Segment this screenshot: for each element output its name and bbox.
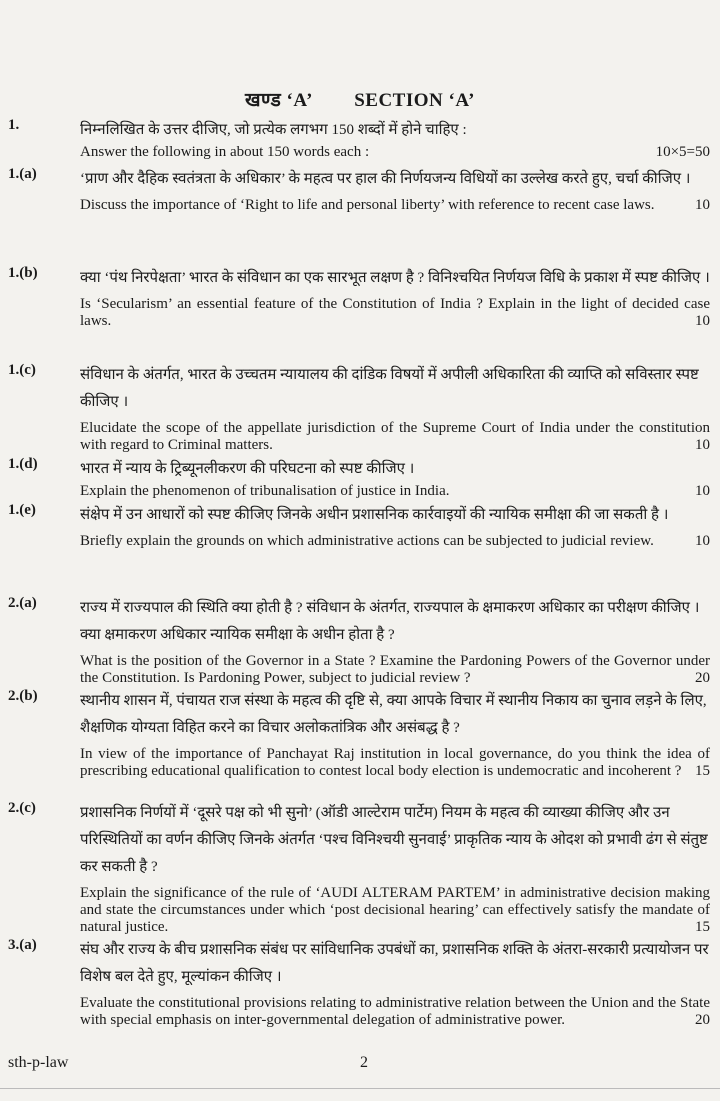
question-marks: 15 <box>695 919 710 935</box>
section-heading-english: SECTION ‘A’ <box>354 90 475 111</box>
question-marks: 10 <box>695 197 710 213</box>
question-marks: 10×5=50 <box>655 144 710 160</box>
question-marks: 10 <box>695 483 710 499</box>
question-number: 1.(e) <box>8 502 36 518</box>
question-text-hindi: संविधान के अंतर्गत, भारत के उच्चतम न्यायालय की दांडिक विषयों में अपीली अधिकारिता की व्याप्ति को सविस्तार स्पष्ट कीजिए । <box>80 367 699 410</box>
question-text-hindi: भारत में न्याय के ट्रिब्यूनलीकरण की परिघटना को स्पष्ट कीजिए । <box>80 461 415 477</box>
question-text-english: Discuss the importance of ‘Right to life and personal liberty’ with reference to recent case laws. <box>80 197 655 213</box>
question-number: 2.(b) <box>8 688 38 704</box>
question-text-english: Elucidate the scope of the appellate jurisdiction of the Supreme Court of India under the constitution with regard to Criminal matters. <box>80 420 710 453</box>
question-number: 1.(a) <box>8 166 37 182</box>
question-marks: 10 <box>695 533 710 549</box>
question-text-english: Explain the phenomenon of tribunalisation of justice in India. <box>80 483 450 499</box>
question-text-hindi: क्या ‘पंथ निरपेक्षता’ भारत के संविधान का एक सारभूत लक्षण है ? विनिश्चयित निर्णयज विधि के प्रकाश में स्पष्ट कीजिए । <box>80 270 710 286</box>
page-number: 2 <box>360 1054 368 1071</box>
question-marks: 20 <box>695 670 710 686</box>
question-number: 3.(a) <box>8 937 37 953</box>
question-text-english: In view of the importance of Panchayat Raj institution in local governance, do you think the idea of prescribing educational qualification to contest local body election is undemocratic and incoherent ? <box>80 746 710 779</box>
question-text-english: Briefly explain the grounds on which administrative actions can be subjected to judicial review. <box>80 533 654 549</box>
question-marks: 10 <box>695 437 710 453</box>
question-text-english: Explain the significance of the rule of ‘AUDI ALTERAM PARTEM’ in administrative decision making and state the circumstances under which ‘post decisional hearing’ can effectively satisfy the mandate of natural justice. <box>80 885 710 935</box>
question-text-hindi: स्थानीय शासन में, पंचायत राज संस्था के महत्व की दृष्टि से, क्या आपके विचार में स्थानीय निकाय का चुनाव लड़ने के लिए, शैक्षणिक योग्यता विहित करने का विचार अलोकतांत्रिक और असंबद्ध है ? <box>80 693 707 736</box>
question-number: 2.(c) <box>8 800 36 816</box>
question-number: 1.(b) <box>8 265 38 281</box>
section-heading <box>0 86 720 112</box>
paper-code: sth-p-law <box>8 1054 69 1071</box>
question-marks: 10 <box>695 313 710 329</box>
question-marks: 15 <box>695 763 710 779</box>
question-text-hindi: ‘प्राण और दैहिक स्वतंत्रता के अधिकार’ के महत्व पर हाल की निर्णयजन्य विधियों का उल्लेख करते हुए, चर्चा कीजिए । <box>80 171 691 187</box>
bottom-rule <box>0 1088 720 1089</box>
question-number: 1. <box>8 117 20 133</box>
question-marks: 20 <box>695 1012 710 1028</box>
question-text-hindi: प्रशासनिक निर्णयों में ‘दूसरे पक्ष को भी सुनो’ (ऑडी आल्टेराम पार्टेम) नियम के महत्व की व्याख्या कीजिए और उन परिस्थितियों का वर्णन कीजिए जिनके अंतर्गत ‘पश्च विनिश्चयी सुनवाई’ प्राकृतिक न्याय के ओदश को प्रभावी ढंग से संतुष्ट कर सकती है ? <box>80 805 708 875</box>
question-number: 1.(d) <box>8 456 38 472</box>
question-number: 1.(c) <box>8 362 36 378</box>
question-number: 2.(a) <box>8 595 37 611</box>
question-text-english: Evaluate the constitutional provisions relating to administrative relation between the Union and the State with special emphasis on inter-governmental delegation of administrative power. <box>80 995 710 1028</box>
question-text-hindi: संघ और राज्य के बीच प्रशासनिक संबंध पर सांविधानिक उपबंधों का, प्रशासनिक शक्ति के अंतरा-सरकारी प्रत्यायोजन पर विशेष बल देते हुए, मूल्यांकन कीजिए । <box>80 942 709 985</box>
question-text-hindi: राज्य में राज्यपाल की स्थिति क्या होती है ? संविधान के अंतर्गत, राज्यपाल के क्षमाकरण अधिकार का परीक्षण कीजिए । क्या क्षमाकरण अधिकार न्यायिक समीक्षा के अधीन होता है ? <box>80 600 700 643</box>
question-text-english: Answer the following in about 150 words each : <box>80 144 370 160</box>
question-text-english: What is the position of the Governor in a State ? Examine the Pardoning Powers of the Governor under the Constitution. Is Pardoning Power, subject to judicial review ? <box>80 653 710 686</box>
question-text-hindi: संक्षेप में उन आधारों को स्पष्ट कीजिए जिनके अधीन प्रशासनिक कार्रवाइयों की न्यायिक समीक्षा की जा सकती है । <box>80 507 669 523</box>
question-text-english: Is ‘Secularism’ an essential feature of the Constitution of India ? Explain in the light of decided case laws. <box>80 296 710 329</box>
section-heading-hindi: खण्ड ‘A’ <box>245 90 313 111</box>
question-text-hindi: निम्नलिखित के उत्तर दीजिए, जो प्रत्येक लगभग 150 शब्दों में होने चाहिए : <box>80 122 467 138</box>
